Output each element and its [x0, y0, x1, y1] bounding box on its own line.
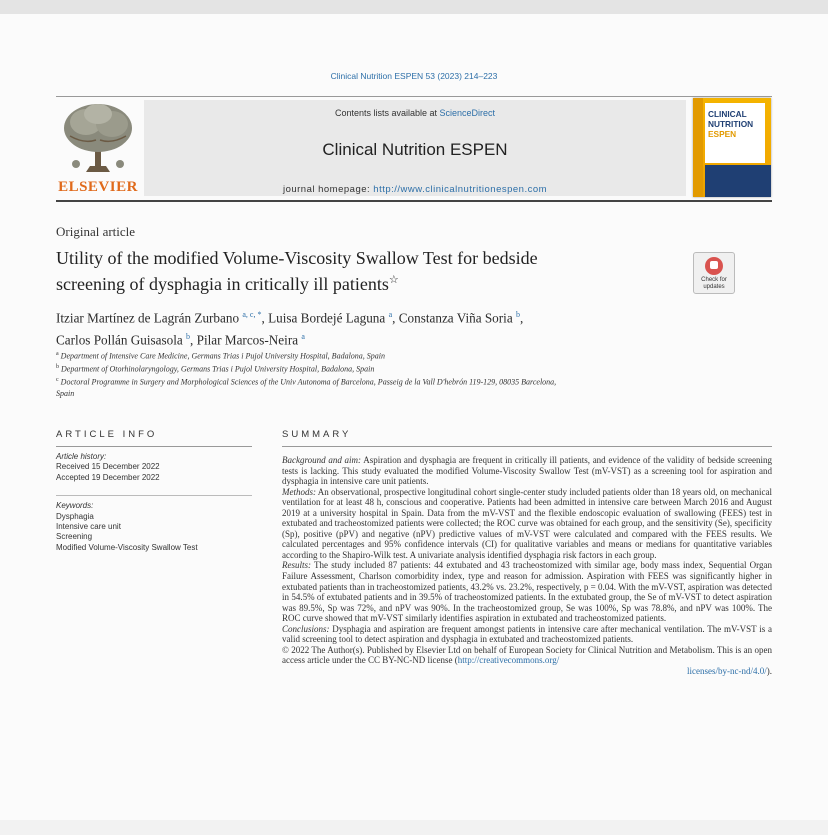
header-rule-bottom	[56, 200, 772, 202]
methods-label: Methods:	[282, 486, 316, 497]
article-info-panel	[56, 452, 252, 553]
author-name[interactable]: Pilar Marcos-Neira	[196, 332, 299, 348]
methods-text: An observational, prospective longitudinal cohort single-center study included patients older than 18 years old, on mechanical ventilation for at least 48 h, conscious and cooperative. Patients had been admitted in intensive care between March 2016 and August 2019 at a university hospital in Spain. Data from the mV-VST and the flexible endoscopic evaluation of swallowing (FEES) test in extubated and tracheostomized patients were collected; the ROC curve was obtained for each group, and the sensitivity (Se), specificity (Sp), positive (pPV) and negative (nPV) predictive values of mV-VST were calculated and compared with the FEES results. We calculated percentages and 95% confidence intervals (CI) for qualitative variables and means or medians for quantitative variables according to the Shapiro-Wilk test. A univariate analysis identified dysphagia risk factors in each group.	[282, 486, 772, 560]
affiliation-label: b	[56, 364, 59, 371]
history-label: Article history:	[56, 452, 107, 461]
author-affil-link[interactable]: b	[186, 332, 191, 342]
cover-title-line1: CLINICAL	[708, 109, 747, 119]
homepage-link[interactable]: http://www.clinicalnutritionespen.com	[373, 184, 548, 195]
journal-citation-link[interactable]: Clinical Nutrition ESPEN 53 (2023) 214–223	[330, 71, 498, 81]
contents-line	[144, 108, 686, 118]
affiliation-text: Doctoral Programme in Surgery and Morphological Sciences of the Univ Autonoma of Barcelona, Passeig de la Vall D'hebrón 119-129, 08035 Barcelona,	[60, 377, 557, 387]
sciencedirect-link[interactable]: ScienceDirect	[439, 108, 496, 118]
conclusions-text: Dysphagia and aspiration are frequent amongst patients in intensive care after mechanical ventilation. The mV-VST is a valid screening tool to detect aspiration and dysphagia in extubated and tracheostomized patients.	[282, 623, 772, 645]
author-name[interactable]: Itziar Martínez de Lagrán Zurbano	[56, 310, 240, 326]
keyword-item[interactable]: Screening	[56, 532, 93, 542]
title-line2: screening of dysphagia in critically ill patients	[56, 274, 389, 294]
keyword-item[interactable]: Intensive care unit	[56, 522, 121, 532]
author-affil-link[interactable]: b	[515, 310, 520, 319]
journal-masthead	[144, 100, 686, 196]
keywords-label: Keywords:	[56, 501, 94, 511]
summary-rule	[282, 446, 772, 447]
journal-cover-thumbnail[interactable]	[693, 98, 771, 197]
affiliation-label: a	[56, 351, 59, 357]
summary-abstract	[282, 455, 772, 676]
results-paragraph	[282, 560, 772, 623]
header-rule-top	[56, 96, 772, 97]
affiliation-text: Department of Otorhinolaryngology, Germans Trias i Pujol University Hospital, Badalona, Spain	[61, 364, 375, 374]
author-separator: ,	[261, 310, 269, 326]
accepted-date: Accepted 19 December 2022	[56, 472, 160, 482]
check-badge-line2: updates	[703, 284, 725, 290]
homepage-line	[144, 184, 686, 195]
author-separator: ,	[392, 310, 399, 326]
cover-bottom-band	[705, 165, 771, 197]
check-for-updates-button[interactable]	[693, 252, 735, 294]
contents-prefix: Contents lists available at	[334, 108, 440, 118]
affiliation-text-continued: Spain	[56, 389, 75, 399]
article-info-heading: ARTICLE INFO	[56, 429, 158, 440]
copyright-paragraph	[282, 645, 772, 666]
author-affil-link[interactable]: a	[301, 332, 305, 342]
check-badge-line1: Check for	[701, 277, 727, 283]
author-separator: ,	[190, 332, 197, 348]
affiliation-list	[56, 349, 716, 400]
affiliation-item	[56, 349, 716, 362]
homepage-prefix: journal homepage:	[282, 184, 374, 195]
background-text: Aspiration and dysphagia are frequent in critically ill patients, and evidence of the validity of bedside screening tests is lacking. This study evaluated the modified Volume-Viscosity Swallow Test (mV-VST) as a screening tool for aspiration and dysphagia in intensive care unit patients.	[282, 455, 772, 487]
affiliation-text: Department of Intensive Care Medicine, Germans Trias i Pujol University Hospital, Badalona, Spain	[60, 351, 386, 361]
author-name[interactable]: Constanza Viña Soria	[398, 310, 513, 326]
results-label: Results:	[282, 560, 311, 571]
keyword-item[interactable]: Modified Volume-Viscosity Swallow Test	[56, 542, 198, 552]
bottom-edge	[0, 820, 828, 835]
results-text: The study included 87 patients: 44 extubated and 43 tracheostomized with similar age, body mass index, Sequential Organ Failure Assessment, Charlson comorbidity index, type and reason for admission. Aspiration with FEES was significantly higher in extubated patients than in tracheostomized patients, 43.2% vs. 23.2%, respectively, p = 0.04. With the mV-VST, aspiration was detected in 54.5% of extubated patients and in 39.5% of tracheostomized patients. In the extubated group, the Se of mV-VST to detect aspiration was 89.5%, Sp was 72%, and nPV was 90%. In the tracheostomized group, Se was 100%, Sp was 78.8%, and nPV was 100%. The ROC curve showed that mV-VST similarly identifies aspiration in extubated and tracheostomized patients.	[282, 560, 772, 624]
top-bar	[0, 0, 828, 14]
title-footnote-mark[interactable]: ☆	[388, 274, 399, 286]
elsevier-logo[interactable]	[56, 100, 140, 196]
author-separator: ,	[519, 310, 524, 326]
author-name[interactable]: Carlos Pollán Guisasola	[56, 332, 183, 348]
methods-paragraph	[282, 487, 772, 561]
license-line	[282, 666, 772, 677]
article-info-rule	[56, 446, 252, 447]
copyright-text: © 2022 The Author(s). Published by Elsevier Ltd on behalf of European Society for Clinical Nutrition and Metabolism. This is an open access article under the CC BY-NC-ND license (	[282, 644, 772, 666]
conclusions-paragraph	[282, 624, 772, 645]
summary-heading: SUMMARY	[282, 429, 352, 440]
elsevier-wordmark: ELSEVIER	[58, 179, 138, 195]
cover-title-line3: ESPEN	[708, 129, 737, 139]
license-link[interactable]: http://creativecommons.org/	[457, 655, 560, 666]
cover-title-line2: NUTRITION	[708, 119, 754, 129]
author-list	[56, 305, 696, 350]
author-affil-link[interactable]: a, c, *	[242, 310, 262, 319]
cover-spine	[693, 98, 703, 197]
crossmark-icon	[705, 257, 723, 275]
license-end: ).	[766, 665, 772, 676]
article-title	[56, 247, 656, 295]
title-line1: Utility of the modified Volume-Viscosity Swallow Test for bedside	[56, 248, 538, 268]
author-name[interactable]: Luisa Bordejé Laguna	[268, 310, 386, 326]
article-info-divider	[56, 495, 252, 497]
author-affil-link[interactable]: a	[388, 310, 393, 319]
keyword-item[interactable]: Dysphagia	[56, 511, 94, 521]
license-link-continued[interactable]: licenses/by-nc-nd/4.0/	[687, 665, 767, 676]
tree-icon	[56, 100, 140, 180]
background-paragraph	[282, 455, 772, 487]
background-label: Background and aim:	[282, 455, 362, 465]
journal-title: Clinical Nutrition ESPEN	[322, 140, 508, 159]
conclusions-label: Conclusions:	[282, 623, 330, 634]
affiliation-item	[56, 375, 716, 400]
affiliation-item	[56, 362, 716, 375]
check-for-updates-label	[694, 277, 734, 291]
affiliation-label: c	[56, 377, 59, 384]
received-date: Received 15 December 2022	[56, 462, 160, 472]
article-type: Original article	[56, 224, 136, 239]
